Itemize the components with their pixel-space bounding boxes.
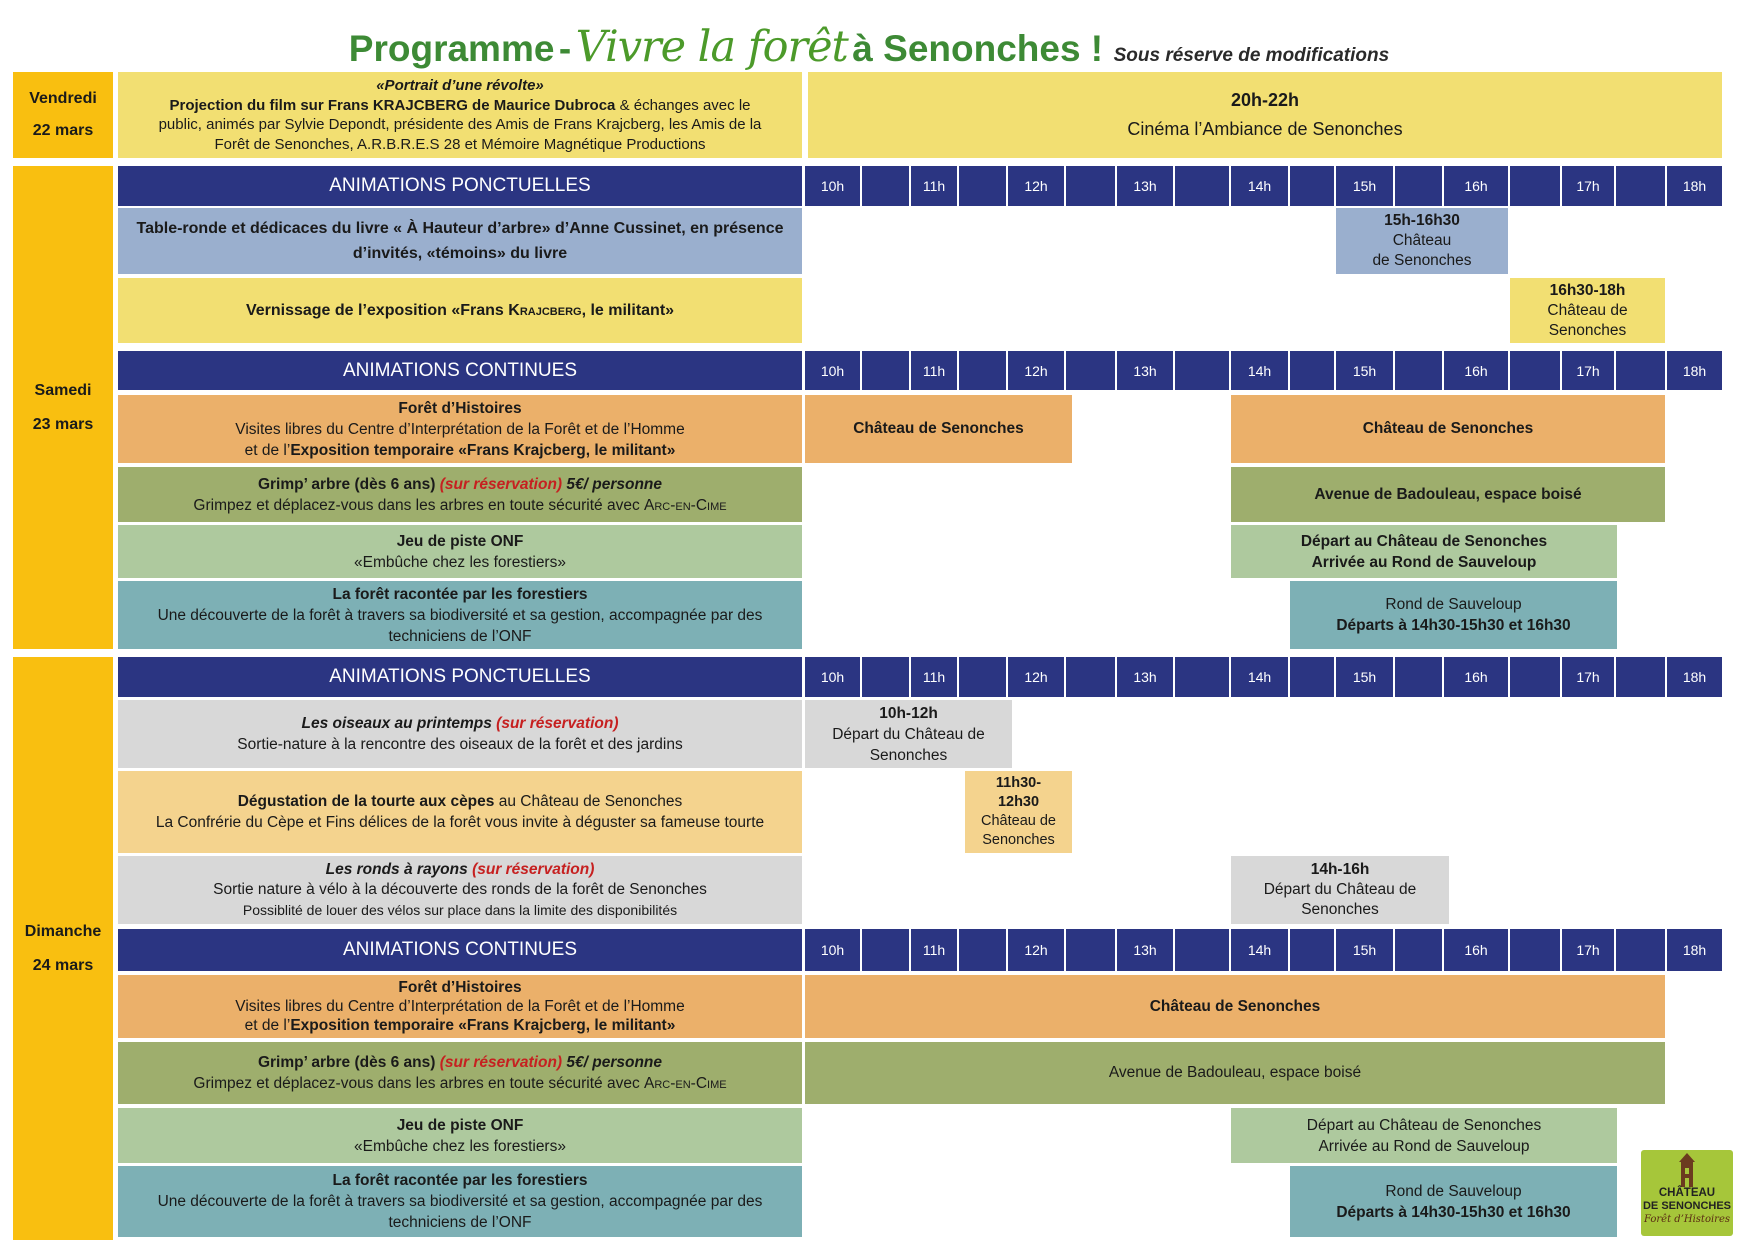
activity-foret-histoires-sun: Forêt d’Histoires Visites libres du Centre d’Interprétation de la Forêt et de l’Homme et de l’Exposition temporaire «Frans Krajcberg, le militant» <box>118 975 802 1038</box>
activity-grimp-sun: Grimp’ arbre (dès 6 ans) (sur réservation) 5€/ personne Grimpez et déplacez-vous dans les arbres en toute sécurité avec Arc-en-Cime <box>118 1042 802 1104</box>
time-cell <box>862 657 909 697</box>
friday-film: «Portrait d’une révolte» Projection du film sur Frans KRAJCBERG de Maurice Dubroca & échanges avec le public, animés par Sylvie Depondt, présidente des Amis de Frans Krajcberg, les Amis de la Forêt de Senonches, A.R.B.R.E.S 28 et Mémoire Magnétique Productions <box>118 72 802 158</box>
time-cell <box>1066 929 1115 971</box>
time-cell: 14h <box>1231 166 1288 206</box>
time-cell <box>1510 351 1560 390</box>
day-sunday: Dimanche 24 mars <box>13 657 113 1240</box>
friday-screening: 20h-22h Cinéma l’Ambiance de Senonches <box>808 72 1722 158</box>
time-cell <box>959 351 1006 390</box>
slot-vernissage: 16h30-18h Château de Senonches <box>1510 278 1665 343</box>
time-cell <box>1510 929 1560 971</box>
time-cell <box>1510 166 1560 206</box>
time-cell: 13h <box>1117 351 1173 390</box>
time-cell: 11h <box>911 929 957 971</box>
time-cell: 16h <box>1444 351 1508 390</box>
title-note: Sous réserve de modifications <box>1113 45 1390 66</box>
slot-foret-racontee-sat: Rond de Sauveloup Départs à 14h30-15h30 et 16h30 <box>1290 581 1617 649</box>
title-script: Vivre la forêt <box>575 22 848 72</box>
slot-tourte: 11h30- 12h30 Château de Senonches <box>965 771 1072 853</box>
time-cell: 10h <box>805 351 860 390</box>
time-cell: 18h <box>1667 351 1722 390</box>
time-cell <box>1290 351 1334 390</box>
time-cell: 13h <box>1117 929 1173 971</box>
time-cell <box>1066 166 1115 206</box>
time-cell: 15h <box>1336 166 1393 206</box>
time-cell <box>1616 929 1665 971</box>
time-cell <box>1066 351 1115 390</box>
time-cell <box>1066 657 1115 697</box>
header-ponctuelles-sunday: ANIMATIONS PONCTUELLES <box>118 657 802 697</box>
time-cell: 17h <box>1562 351 1614 390</box>
castle-tower-icon <box>1672 1153 1702 1187</box>
time-cell: 13h <box>1117 166 1173 206</box>
activity-jeu-piste-sat: Jeu de piste ONF «Embûche chez les forestiers» <box>118 525 802 578</box>
time-cell <box>1175 166 1229 206</box>
slot-foret-histoires-sat-afternoon: Château de Senonches <box>1231 395 1665 463</box>
time-cell: 16h <box>1444 166 1508 206</box>
time-cell: 10h <box>805 166 860 206</box>
time-cell: 18h <box>1667 929 1722 971</box>
day-saturday: Samedi 23 mars <box>13 166 113 649</box>
time-cell <box>1290 657 1334 697</box>
activity-oiseaux: Les oiseaux au printemps (sur réservation) Sortie-nature à la rencontre des oiseaux de la forêt et des jardins <box>118 700 802 768</box>
time-cell: 15h <box>1336 351 1393 390</box>
activity-grimp-sat: Grimp’ arbre (dès 6 ans) (sur réservation) 5€/ personne Grimpez et déplacez-vous dans les arbres en toute sécurité avec Arc-en-Cime <box>118 467 802 522</box>
time-cell: 12h <box>1008 657 1064 697</box>
time-cell <box>1395 929 1442 971</box>
activity-foret-racontee-sun: La forêt racontée par les forestiers Une découverte de la forêt à travers sa biodiversité et sa gestion, accompagnée par des techniciens de l’ONF <box>118 1166 802 1237</box>
time-cell: 11h <box>911 657 957 697</box>
activity-vernissage: Vernissage de l’exposition «Frans Krajcberg, le militant» <box>118 278 802 343</box>
time-cell <box>862 351 909 390</box>
time-cell: 15h <box>1336 657 1393 697</box>
time-cell: 13h <box>1117 657 1173 697</box>
time-cell: 14h <box>1231 929 1288 971</box>
time-cell: 14h <box>1231 657 1288 697</box>
time-cell: 17h <box>1562 657 1614 697</box>
activity-foret-histoires-sat: Forêt d’Histoires Visites libres du Centre d’Interprétation de la Forêt et de l’Homme et de l’Exposition temporaire «Frans Krajcberg, le militant» <box>118 395 802 463</box>
slot-oiseaux: 10h-12h Départ du Château de Senonches <box>805 700 1012 768</box>
time-cell <box>959 166 1006 206</box>
time-cell <box>1510 657 1560 697</box>
slot-foret-racontee-sun: Rond de Sauveloup Départs à 14h30-15h30 et 16h30 <box>1290 1166 1617 1237</box>
time-cell <box>1616 657 1665 697</box>
time-cell: 11h <box>911 351 957 390</box>
time-cell: 18h <box>1667 657 1722 697</box>
time-cell: 12h <box>1008 929 1064 971</box>
time-cell: 12h <box>1008 351 1064 390</box>
activity-jeu-piste-sun: Jeu de piste ONF «Embûche chez les forestiers» <box>118 1108 802 1163</box>
time-cell: 17h <box>1562 166 1614 206</box>
slot-grimp-sun: Avenue de Badouleau, espace boisé <box>805 1042 1665 1104</box>
time-cell: 14h <box>1231 351 1288 390</box>
time-cell <box>959 929 1006 971</box>
header-ponctuelles-saturday: ANIMATIONS PONCTUELLES <box>118 166 802 206</box>
time-cell: 17h <box>1562 929 1614 971</box>
time-cell <box>1175 929 1229 971</box>
slot-ronds-rayons: 14h-16h Départ du Château de Senonches <box>1231 856 1449 924</box>
time-cell <box>1290 166 1334 206</box>
time-cell: 16h <box>1444 929 1508 971</box>
slot-grimp-sat: Avenue de Badouleau, espace boisé <box>1231 467 1665 522</box>
time-cell <box>1175 351 1229 390</box>
time-cell <box>1395 657 1442 697</box>
day-friday: Vendredi 22 mars <box>13 72 113 158</box>
time-cell <box>1395 351 1442 390</box>
slot-jeu-piste-sun: Départ au Château de Senonches Arrivée au Rond de Sauveloup <box>1231 1108 1617 1163</box>
time-cell <box>1616 351 1665 390</box>
time-cell <box>959 657 1006 697</box>
header-continues-saturday: ANIMATIONS CONTINUES <box>118 351 802 390</box>
time-cell <box>862 929 909 971</box>
slot-foret-histoires-sat-morning: Château de Senonches <box>805 395 1072 463</box>
time-cell <box>1395 166 1442 206</box>
time-cell: 15h <box>1336 929 1393 971</box>
header-continues-sunday: ANIMATIONS CONTINUES <box>118 929 802 971</box>
time-cell: 16h <box>1444 657 1508 697</box>
time-cell <box>1290 929 1334 971</box>
page-title: Programme - Vivre la forêt à Senonches ! Sous réserve de modifications <box>348 22 1390 72</box>
slot-jeu-piste-sat: Départ au Château de Senonches Arrivée au Rond de Sauveloup <box>1231 525 1617 578</box>
activity-table-ronde: Table-ronde et dédicaces du livre « À Hauteur d’arbre» d’Anne Cussinet, en présence d’invités, «témoins» du livre <box>118 208 802 274</box>
time-cell: 12h <box>1008 166 1064 206</box>
time-cell: 11h <box>911 166 957 206</box>
time-cell: 10h <box>805 657 860 697</box>
activity-foret-racontee-sat: La forêt racontée par les forestiers Une découverte de la forêt à travers sa biodiversité et sa gestion, accompagnée par des techniciens de l’ONF <box>118 581 802 649</box>
time-cell: 10h <box>805 929 860 971</box>
activity-tourte: Dégustation de la tourte aux cèpes au Château de Senonches La Confrérie du Cèpe et Fins délices de la forêt vous invite à déguster sa fameuse tourte <box>118 771 802 853</box>
time-cell: 18h <box>1667 166 1722 206</box>
slot-foret-histoires-sun: Château de Senonches <box>805 975 1665 1038</box>
time-cell <box>1616 166 1665 206</box>
time-cell <box>1175 657 1229 697</box>
chateau-logo: CHÂTEAU DE SENONCHES Forêt d’Histoires <box>1641 1150 1733 1236</box>
activity-ronds-rayons: Les ronds à rayons (sur réservation) Sortie nature à vélo à la découverte des ronds de la forêt de Senonches Possiblité de louer des vélos sur place dans la limite des disponibilités <box>118 856 802 924</box>
time-cell <box>862 166 909 206</box>
slot-table-ronde: 15h-16h30 Château de Senonches <box>1336 208 1508 274</box>
